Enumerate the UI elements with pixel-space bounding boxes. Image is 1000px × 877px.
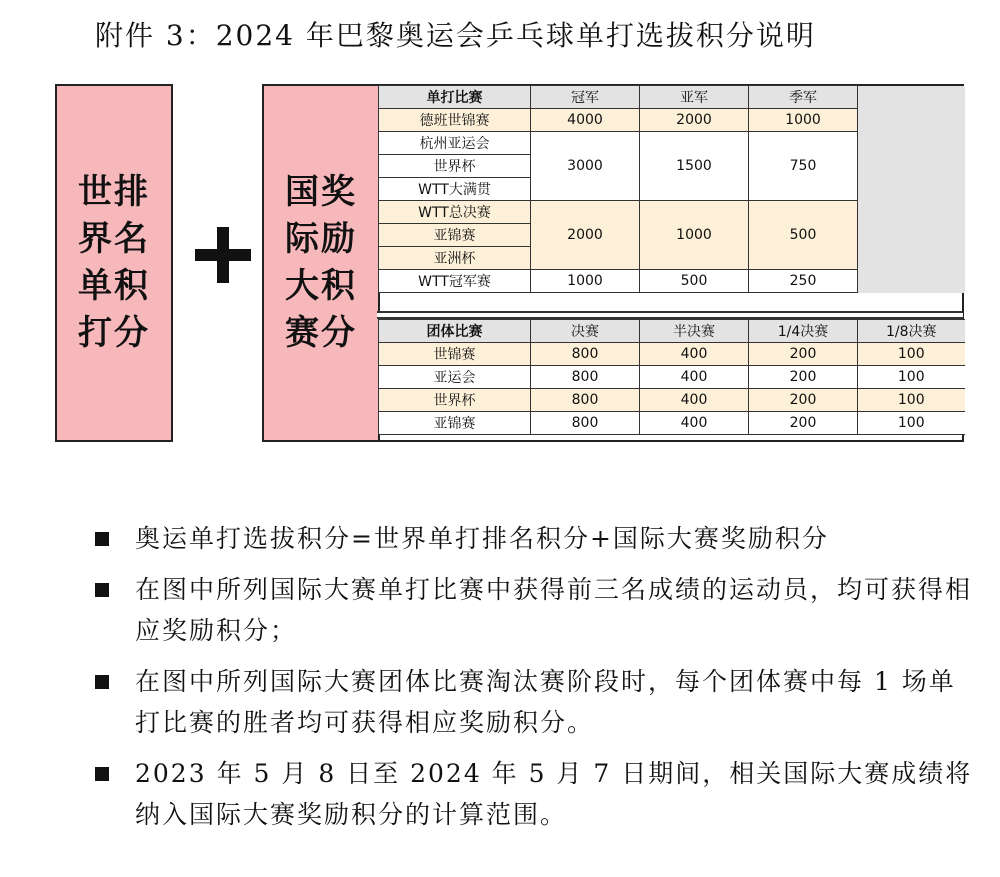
note-text: 2023 年 5 月 8 日至 2024 年 5 月 7 日期间，相关国际大赛成绩将纳入国际大赛奖励积分的计算范围。 — [135, 759, 973, 829]
event-name: 德班世锦赛 — [379, 109, 531, 132]
event-name: 亚洲杯 — [379, 247, 531, 270]
points-cell: 1000 — [531, 270, 640, 293]
international-award-points-box — [262, 84, 380, 442]
table-row — [379, 366, 965, 389]
points-cell: 800 — [531, 389, 640, 412]
event-name: 世界杯 — [379, 389, 531, 412]
list-item — [95, 569, 975, 651]
points-cell: 800 — [531, 343, 640, 366]
table-row — [379, 389, 965, 412]
list-item — [95, 518, 975, 559]
points-cell: 2000 — [531, 201, 640, 270]
team-header-final: 决赛 — [531, 320, 640, 343]
points-cell: 100 — [858, 389, 965, 412]
points-cell: 200 — [749, 389, 858, 412]
points-cell: 100 — [858, 343, 965, 366]
points-cell: 400 — [640, 389, 749, 412]
team-header-round-of-16: 1/8决赛 — [858, 320, 965, 343]
event-name: 亚运会 — [379, 366, 531, 389]
team-header-event: 团体比赛 — [379, 320, 531, 343]
points-cell: 2000 — [640, 109, 749, 132]
points-cell: 200 — [749, 343, 858, 366]
event-name: WTT冠军赛 — [379, 270, 531, 293]
plus-icon — [195, 233, 255, 277]
singles-header-event: 单打比赛 — [379, 86, 531, 109]
points-cell: 100 — [858, 366, 965, 389]
points-cell: 400 — [640, 412, 749, 435]
points-cell: 200 — [749, 412, 858, 435]
points-cell: 100 — [858, 412, 965, 435]
points-cell: 1500 — [640, 132, 749, 201]
table-separator — [377, 311, 963, 319]
singles-header-row — [379, 86, 965, 109]
points-cell: 750 — [749, 132, 858, 201]
points-cell: 1000 — [640, 201, 749, 270]
page-title: 附件 3：2024 年巴黎奥运会乒乓球单打选拔积分说明 — [95, 19, 816, 52]
singles-header-runner-up: 亚军 — [640, 86, 749, 109]
team-header-semifinal: 半决赛 — [640, 320, 749, 343]
list-item — [95, 753, 975, 835]
points-cell: 500 — [749, 201, 858, 270]
points-cell: 3000 — [531, 132, 640, 201]
list-item — [95, 661, 975, 743]
world-ranking-points-box — [55, 84, 173, 442]
table-row — [379, 343, 965, 366]
international-award-points-label: 国奖际励大积赛分 — [285, 172, 357, 353]
points-cell: 4000 — [531, 109, 640, 132]
singles-table — [378, 85, 965, 293]
notes-list — [95, 518, 975, 845]
event-name: 世界杯 — [379, 155, 531, 178]
event-name: 世锦赛 — [379, 343, 531, 366]
note-text: 在图中所列国际大赛团体比赛淘汰赛阶段时，每个团体赛中每 1 场单打比赛的胜者均可获得相应奖励积分。 — [135, 667, 956, 737]
team-header-quarterfinal: 1/4决赛 — [749, 320, 858, 343]
event-name: WTT总决赛 — [379, 201, 531, 224]
points-cell: 500 — [640, 270, 749, 293]
note-text: 在图中所列国际大赛单打比赛中获得前三名成绩的运动员，均可获得相应奖励积分； — [135, 575, 973, 645]
points-cell: 400 — [640, 343, 749, 366]
table-row — [379, 412, 965, 435]
singles-header-third: 季军 — [749, 86, 858, 109]
points-cell: 200 — [749, 366, 858, 389]
event-name: 杭州亚运会 — [379, 132, 531, 155]
points-cell: 800 — [531, 412, 640, 435]
bullet-square-icon — [95, 583, 109, 597]
points-cell: 250 — [749, 270, 858, 293]
team-header-row — [379, 320, 965, 343]
note-text: 奥运单打选拔积分=世界单打排名积分+国际大赛奖励积分 — [135, 524, 829, 553]
points-cell: 1000 — [749, 109, 858, 132]
points-cell: 800 — [531, 366, 640, 389]
team-table — [378, 319, 965, 435]
event-name: WTT大满贯 — [379, 178, 531, 201]
world-ranking-points-label: 世排界名单积打分 — [78, 172, 150, 353]
bullet-square-icon — [95, 675, 109, 689]
points-cell: 400 — [640, 366, 749, 389]
bullet-square-icon — [95, 532, 109, 546]
event-name: 亚锦赛 — [379, 224, 531, 247]
blank-cell — [858, 86, 965, 293]
bullet-square-icon — [95, 767, 109, 781]
singles-header-champion: 冠军 — [531, 86, 640, 109]
event-name: 亚锦赛 — [379, 412, 531, 435]
